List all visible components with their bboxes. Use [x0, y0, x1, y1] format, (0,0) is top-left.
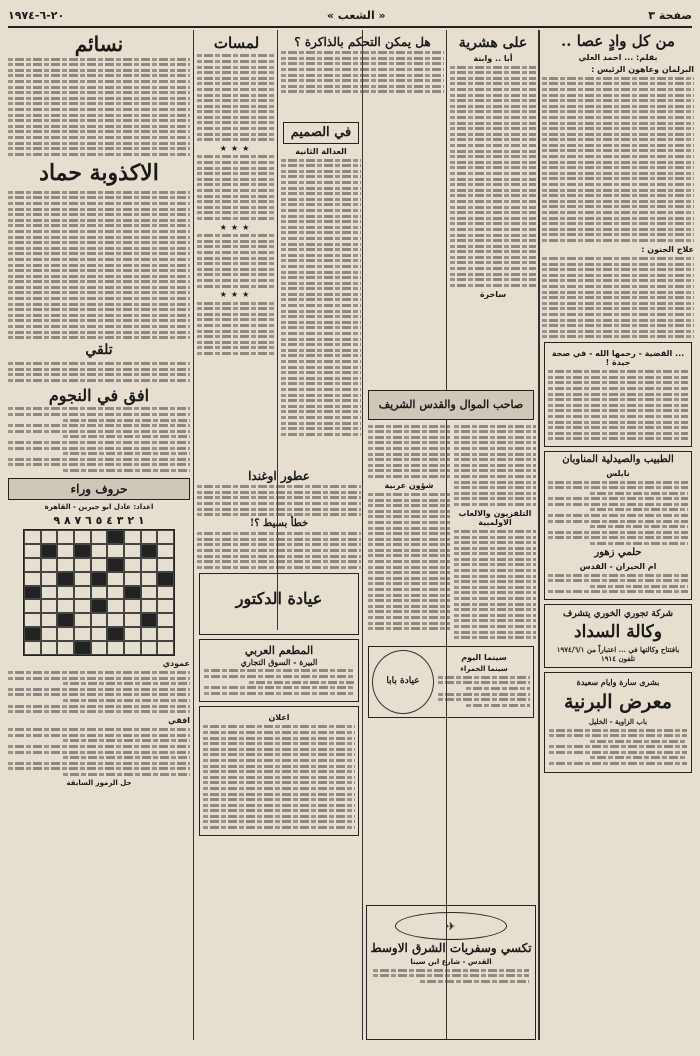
ad-main: المطعم العربي: [244, 643, 314, 657]
subhead: شؤون عربية: [384, 480, 434, 490]
clues-body: [8, 728, 190, 776]
boxed-note: [544, 342, 692, 447]
column-rule: [193, 30, 194, 1040]
horoscope-list: [8, 407, 190, 472]
column-title: على هشرية: [458, 35, 528, 51]
sub-column: [368, 422, 450, 642]
advertisement: [199, 573, 359, 635]
notice-title: اعلان: [268, 713, 290, 723]
duty-pharmacy-box: [544, 451, 692, 600]
ad-lines: بافتتاح وكالتها في ... اعتباراً من ١٩٧٤/٦/١: [556, 644, 680, 654]
article-title: من كل وادٍ عصا ..: [561, 32, 675, 50]
ad-sub: القدس - شارع ابن سينا: [410, 957, 492, 966]
crossword-numbers: ١ ٢ ٣ ٤ ٥ ٦ ٧ ٨ ٩: [53, 514, 145, 528]
article-body: [197, 155, 276, 220]
banner-title: صاحب الموال والقدس الشريف: [378, 398, 524, 412]
column-end-mark: ساخرة: [479, 289, 507, 299]
box-title: ... القضية - رحمها الله - في صحة جيدة !: [551, 349, 685, 368]
article-body: [197, 234, 276, 287]
article-body: [542, 77, 694, 242]
ad-main: تكسي وسفريات الشرق الاوسط: [370, 941, 532, 955]
article-body: [542, 257, 694, 338]
column-sub: أبا .. وابنة: [473, 53, 513, 63]
advertisement: [544, 672, 692, 773]
article-body: [454, 530, 536, 639]
section-banner: [368, 390, 534, 420]
crossword-header: [8, 478, 190, 500]
ad-top: شركة تجوري الخوري يتشرف: [562, 608, 673, 619]
sub-column: [454, 422, 536, 642]
article-body: [368, 425, 450, 478]
box-body: [548, 574, 688, 594]
middle-left-block: [197, 466, 361, 1041]
box-body: [548, 481, 688, 546]
article-title: هل يمكن التحكم بالذاكرة ؟: [294, 35, 431, 49]
article-body: [368, 493, 450, 630]
subhead: العدالة الثانية: [295, 146, 347, 156]
subhead: خطأ بسيط ؟!: [249, 518, 309, 530]
box-subtitle: نابلس: [606, 468, 630, 478]
paper-name: « الشعب »: [326, 8, 386, 22]
column-right: [542, 30, 694, 1045]
cinema-title: سينما اليوم: [461, 652, 507, 662]
clues-heading: افقي: [168, 716, 190, 726]
section-logo: [283, 122, 359, 144]
crossword-grid: [23, 529, 175, 656]
page-header: [8, 4, 692, 28]
article-body: [450, 66, 536, 287]
section-title: تلقي: [85, 342, 113, 359]
column-rule: [538, 30, 540, 1040]
ad-phone: تلفون ١٩١٤: [600, 653, 636, 663]
column-title-2: الاكذوبة حماد: [39, 159, 159, 186]
section-title: افق في النجوم: [48, 385, 150, 405]
flowers-title: حلمي زهور: [594, 547, 642, 559]
notice-body: [203, 725, 355, 829]
article-body: [8, 362, 190, 382]
clues-body: [8, 671, 190, 713]
subhead: التلفزيون والالعاب الاولمبية: [458, 508, 532, 527]
section-title: في الصميم: [290, 125, 352, 140]
ad-sub: باب الزاوية - الخليل: [588, 716, 648, 726]
column-title: نسائم: [74, 32, 124, 56]
column-left: [8, 30, 190, 1045]
clues-heading: عمودي: [162, 659, 190, 669]
article-body: [8, 58, 190, 156]
subhead: علاج الجنون :: [641, 244, 694, 254]
cinema-body: [438, 676, 530, 707]
ad-top: بشرى سارة وايام سعيدة: [576, 676, 660, 687]
column-title: لمسات: [213, 34, 260, 52]
subhead: عطور اوغندا: [248, 469, 310, 483]
airline-logo: ✈: [395, 912, 507, 940]
ad-body: [549, 729, 687, 766]
ad-body: [367, 969, 535, 983]
crossword-title: حروف وراء: [70, 481, 128, 496]
logo-image: [372, 650, 434, 714]
page-date: ٢٠-٦-١٩٧٤: [8, 8, 65, 22]
solution-note: حل الرموز السابقة: [66, 778, 132, 787]
crossword-credit: اعداد: عادل ابو جبرين - القاهرة: [44, 503, 154, 512]
article-body: [281, 159, 361, 436]
article-body: [197, 485, 361, 516]
ad-sub: البيرة - السوق التجاري: [240, 656, 318, 667]
notice-box: [199, 706, 359, 835]
article-body: [197, 532, 361, 569]
restaurant-ad: [199, 639, 359, 703]
flowers-sub: ام الحيران - القدس: [579, 561, 657, 571]
subhead: البرلمان وعاهون الرئيس :: [591, 64, 694, 74]
advertisement: [544, 604, 692, 668]
ad-body: [204, 669, 354, 694]
ad-main: وكالة السداد: [574, 621, 662, 642]
separator-stars: ★★★: [219, 222, 254, 232]
separator-stars: ★★★: [219, 143, 254, 153]
box-body: [548, 370, 688, 440]
ad-main: عيادة الدكتور: [235, 588, 323, 608]
byline: بقلم: ... احمد العلي: [578, 52, 658, 62]
page-number: صفحة ٣: [648, 8, 692, 22]
article-body: [454, 425, 536, 506]
article-body: [197, 302, 276, 355]
ad-main: معرض البرنية: [564, 690, 672, 713]
box-title: الطبيب والصيدلية المناوبان: [562, 454, 674, 465]
separator-stars: ★★★: [219, 290, 254, 300]
cinema-sub: سينما الحمراء: [460, 664, 508, 673]
article-body: [197, 54, 276, 141]
article-body: [8, 191, 190, 339]
article-body: [281, 51, 444, 93]
logo-text: عيادة بابا: [386, 676, 420, 687]
cinema-box: [368, 646, 534, 718]
airline-ad: [366, 905, 536, 1040]
